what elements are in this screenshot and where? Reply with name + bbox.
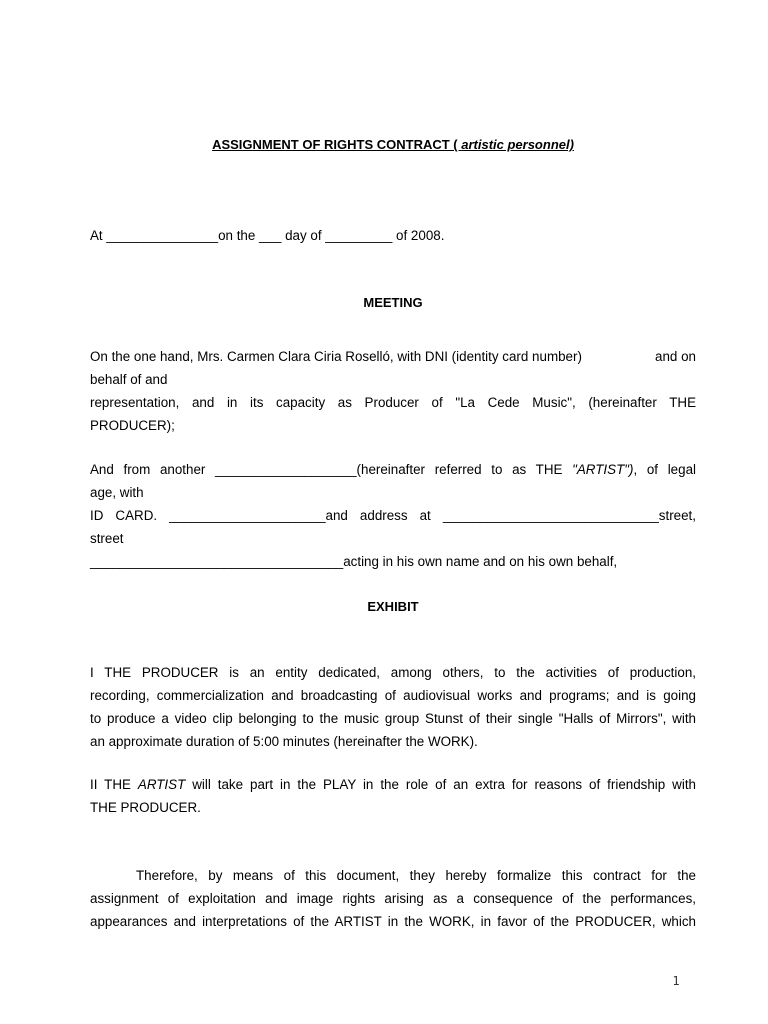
- party1-line1-b: and on: [655, 349, 696, 364]
- exhibit1-line1: I THE PRODUCER is an entity dedicated, among others, to the activities of production,: [90, 665, 696, 680]
- heading-exhibit: EXHIBIT: [367, 599, 419, 614]
- party2-line1-italic: "ARTIST"): [572, 462, 634, 477]
- exhibit2-line1-post: will take part in the PLAY in the role of an extra for reasons of friendship with: [185, 777, 696, 792]
- party2-line3: ID CARD. _____________________and address at _____________________________street,: [90, 508, 696, 523]
- party1-line4: PRODUCER);: [90, 418, 175, 433]
- exhibit1-line4: an approximate duration of 5:00 minutes (hereinafter the WORK).: [90, 734, 478, 749]
- exhibit1-paragraph: [90, 661, 696, 753]
- party1-line3: representation, and in its capacity as Producer of "La Cede Music", (hereinafter THE: [90, 395, 696, 410]
- party2-line1: [90, 458, 696, 481]
- exhibit2-line2: THE PRODUCER.: [90, 800, 201, 815]
- therefore-paragraph: [90, 864, 696, 933]
- date-line: [90, 224, 696, 247]
- heading-meeting: MEETING: [363, 295, 423, 310]
- party1-paragraph: [90, 345, 696, 437]
- exhibit1-line2: recording, commercialization and broadcasting of audiovisual works and programs; and is going: [90, 688, 696, 703]
- party1-line2: behalf of and: [90, 372, 168, 387]
- party2-paragraph: [90, 458, 696, 573]
- contract-title: [90, 136, 696, 154]
- date-line-text: At _______________on the ___ day of _________ of 2008.: [90, 228, 445, 243]
- party2-line5: __________________________________acting in his own name and on his own behalf,: [90, 554, 618, 569]
- exhibit2-line1: [90, 773, 696, 796]
- therefore-line2: assignment of exploitation and image rights arising as a consequence of the performances,: [90, 891, 696, 906]
- exhibit2-paragraph: [90, 773, 696, 819]
- party2-line1-pre: And from another ___________________(hereinafter referred to as THE: [90, 462, 573, 477]
- party2-line1-post: , of legal: [633, 462, 696, 477]
- exhibit2-line1-italic: ARTIST: [137, 777, 186, 792]
- party1-line1: [90, 345, 696, 368]
- exhibit2-line1-pre: II THE: [90, 777, 138, 792]
- page-number: 1: [672, 974, 680, 988]
- party1-line1-a: On the one hand, Mrs. Carmen Clara Ciria Roselló, with DNI (identity card number): [90, 349, 582, 364]
- therefore-line1: Therefore, by means of this document, they hereby formalize this contract for the: [136, 868, 696, 883]
- title-main: ASSIGNMENT OF RIGHTS CONTRACT (: [212, 137, 462, 152]
- title-italic: artistic personnel): [461, 137, 574, 152]
- exhibit1-line3: to produce a video clip belonging to the music group Stunst of their single "Halls of Mirrors", with: [90, 711, 696, 726]
- party2-line4: street: [90, 531, 124, 546]
- party2-line2: age, with: [90, 485, 144, 500]
- therefore-line3: appearances and interpretations of the ARTIST in the WORK, in favor of the PRODUCER, which: [90, 914, 696, 929]
